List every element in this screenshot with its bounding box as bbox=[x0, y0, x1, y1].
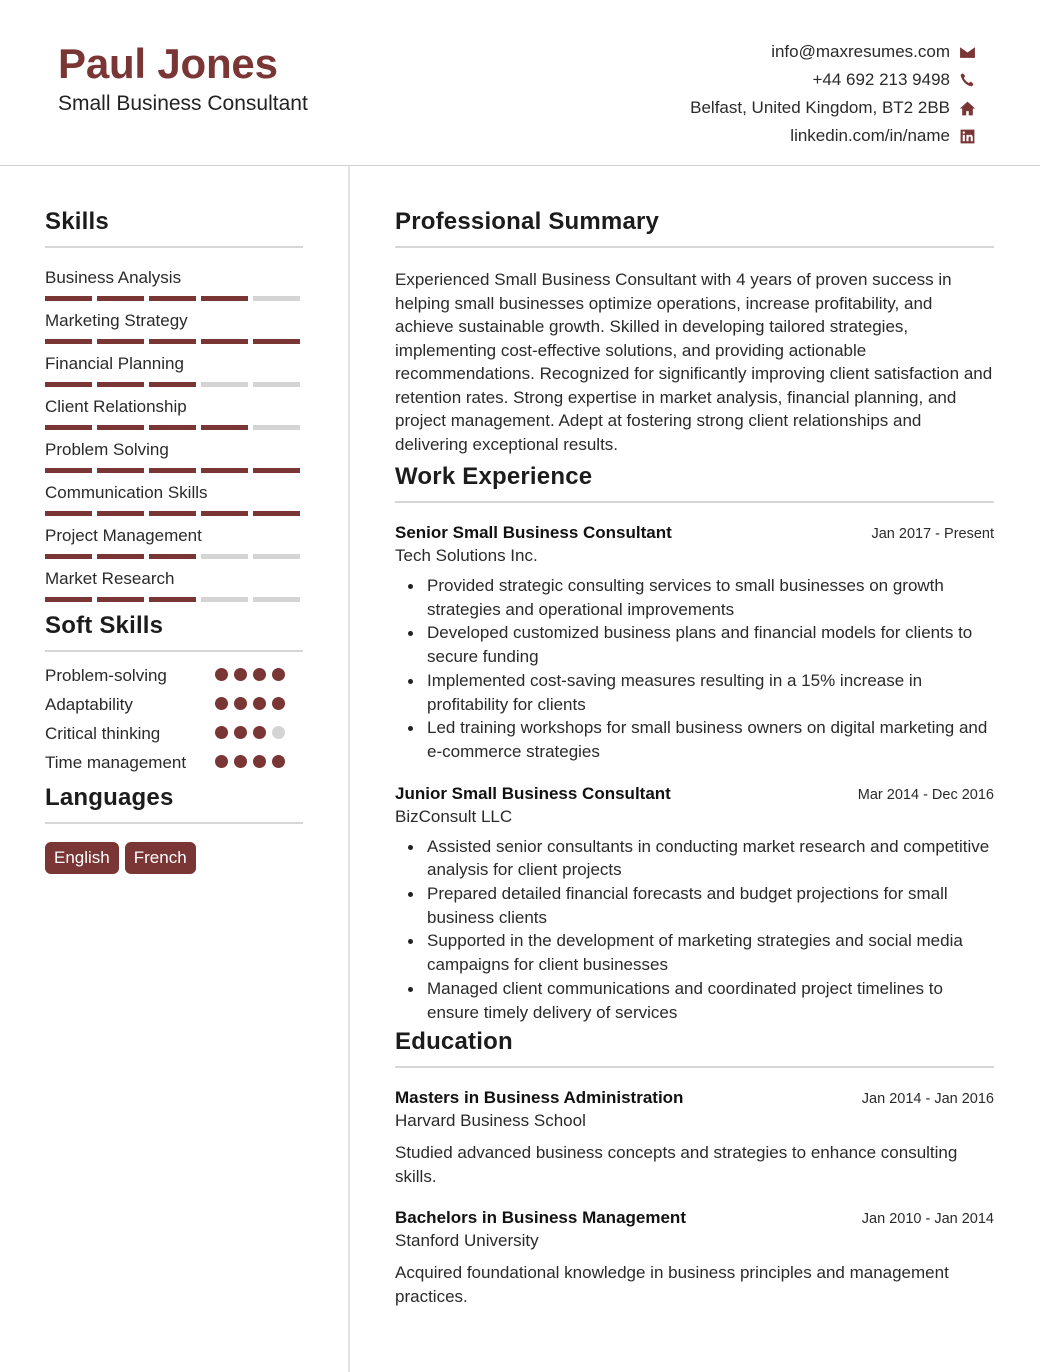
job-entry bbox=[395, 523, 994, 764]
contact-address-text: Belfast, United Kingdom, BT2 2BB bbox=[690, 98, 950, 117]
skill-item bbox=[45, 267, 303, 301]
rating-dot bbox=[215, 755, 228, 768]
soft-skills-heading: Soft Skills bbox=[45, 612, 303, 652]
skill-name: Problem Solving bbox=[45, 440, 169, 459]
job-bullet: Managed client communications and coordinated project timelines to ensure timely delivery of services bbox=[427, 977, 994, 1024]
skill-level-segment bbox=[253, 597, 300, 602]
soft-skill-item bbox=[45, 751, 303, 774]
skill-level-segment bbox=[253, 296, 300, 301]
skill-level-segment bbox=[201, 296, 248, 301]
left-column bbox=[45, 208, 303, 874]
home-icon bbox=[958, 99, 976, 117]
education-header bbox=[395, 1208, 994, 1228]
job-company: Tech Solutions Inc. bbox=[395, 546, 538, 565]
skill-level-segment bbox=[45, 597, 92, 602]
experience-list bbox=[395, 523, 994, 1024]
column-divider bbox=[348, 166, 350, 1372]
soft-skill-item bbox=[45, 722, 303, 745]
degree-name: Masters in Business Administration bbox=[395, 1088, 684, 1108]
rating-dot bbox=[272, 668, 285, 681]
skill-level-segment bbox=[149, 425, 196, 430]
job-bullet: Supported in the development of marketing strategies and social media campaigns for client businesses bbox=[427, 929, 994, 976]
rating-dot bbox=[253, 726, 266, 739]
education-header bbox=[395, 1088, 994, 1108]
education-entry bbox=[395, 1208, 994, 1308]
contact-email-text: info@maxresumes.com bbox=[771, 42, 950, 61]
skills-heading: Skills bbox=[45, 208, 303, 248]
skill-item bbox=[45, 482, 303, 516]
job-header bbox=[395, 784, 994, 804]
job-bullet: Developed customized business plans and financial models for clients to secure funding bbox=[427, 621, 994, 668]
skill-name: Business Analysis bbox=[45, 268, 182, 287]
skill-level-segment bbox=[253, 554, 300, 559]
job-title: Junior Small Business Consultant bbox=[395, 783, 671, 803]
education-dates: Jan 2010 - Jan 2014 bbox=[861, 1211, 994, 1228]
contact-phone[interactable] bbox=[690, 66, 976, 94]
contact-address bbox=[690, 94, 976, 122]
right-column bbox=[395, 208, 994, 1308]
soft-skills-list bbox=[45, 664, 303, 774]
skill-item bbox=[45, 353, 303, 387]
skill-name: Market Research bbox=[45, 569, 175, 588]
skill-level-segment bbox=[253, 382, 300, 387]
skill-level-segment bbox=[45, 296, 92, 301]
skill-item bbox=[45, 525, 303, 559]
rating-dot bbox=[253, 755, 266, 768]
skill-level-segment bbox=[149, 296, 196, 301]
soft-skill-rating bbox=[215, 693, 285, 710]
degree-name: Bachelors in Business Management bbox=[395, 1208, 686, 1228]
rating-dot bbox=[234, 697, 247, 710]
skill-level-segment bbox=[97, 554, 144, 559]
contact-email[interactable] bbox=[690, 38, 976, 66]
education-list bbox=[395, 1088, 994, 1308]
rating-dot bbox=[234, 668, 247, 681]
job-bullet: Led training workshops for small business owners on digital marketing and e-commerce strategies bbox=[427, 716, 994, 763]
skill-level-bar bbox=[45, 554, 303, 559]
job-header bbox=[395, 523, 994, 543]
rating-dot bbox=[234, 755, 247, 768]
summary-heading: Professional Summary bbox=[395, 208, 994, 248]
rating-dot bbox=[272, 755, 285, 768]
skill-level-segment bbox=[201, 382, 248, 387]
skill-level-segment bbox=[45, 554, 92, 559]
skills-list bbox=[45, 267, 303, 602]
envelope-icon bbox=[958, 43, 976, 61]
skill-level-segment bbox=[253, 339, 300, 344]
education-description: Acquired foundational knowledge in business principles and management practices. bbox=[395, 1263, 949, 1306]
skill-level-bar bbox=[45, 511, 303, 516]
skill-level-segment bbox=[45, 511, 92, 516]
job-bullets bbox=[395, 835, 994, 1025]
skill-level-segment bbox=[201, 597, 248, 602]
contact-list bbox=[690, 38, 976, 150]
skill-level-segment bbox=[201, 511, 248, 516]
rating-dot bbox=[253, 668, 266, 681]
job-company: BizConsult LLC bbox=[395, 806, 513, 826]
skill-level-segment bbox=[201, 339, 248, 344]
job-entry bbox=[395, 784, 994, 1025]
skill-level-segment bbox=[97, 296, 144, 301]
skill-level-bar bbox=[45, 382, 303, 387]
education-description: Studied advanced business concepts and strategies to enhance consulting skills. bbox=[395, 1143, 958, 1186]
education-entry bbox=[395, 1088, 994, 1188]
skill-level-segment bbox=[201, 425, 248, 430]
skill-level-segment bbox=[149, 339, 196, 344]
language-badge: English bbox=[45, 842, 119, 874]
skill-level-segment bbox=[97, 468, 144, 473]
skill-name: Communication Skills bbox=[45, 483, 208, 502]
skill-level-bar bbox=[45, 339, 303, 344]
job-bullet: Provided strategic consulting services to small businesses on growth strategies and operational improvements bbox=[427, 574, 994, 621]
skill-level-bar bbox=[45, 468, 303, 473]
school-name: Harvard Business School bbox=[395, 1111, 586, 1131]
skill-level-segment bbox=[97, 511, 144, 516]
soft-skill-name: Adaptability bbox=[45, 695, 133, 714]
rating-dot bbox=[272, 697, 285, 710]
job-bullet: Assisted senior consultants in conducting market research and competitive analysis for client projects bbox=[427, 835, 994, 882]
experience-heading: Work Experience bbox=[395, 463, 994, 503]
skill-level-segment bbox=[201, 554, 248, 559]
resume-header bbox=[0, 0, 1040, 166]
skill-level-segment bbox=[97, 382, 144, 387]
skill-level-segment bbox=[97, 339, 144, 344]
soft-skill-name: Critical thinking bbox=[45, 724, 161, 743]
skill-level-segment bbox=[149, 597, 196, 602]
languages-heading: Languages bbox=[45, 784, 303, 824]
skill-level-bar bbox=[45, 425, 303, 430]
skill-name: Financial Planning bbox=[45, 354, 184, 373]
linkedin-icon bbox=[958, 127, 976, 145]
language-badge: French bbox=[125, 842, 196, 874]
skill-name: Project Management bbox=[45, 526, 202, 545]
skill-level-segment bbox=[149, 554, 196, 559]
school-name: Stanford University bbox=[395, 1231, 539, 1251]
skill-level-bar bbox=[45, 296, 303, 301]
skill-level-segment bbox=[149, 468, 196, 473]
contact-phone-text: +44 692 213 9498 bbox=[812, 70, 950, 89]
skill-level-segment bbox=[45, 339, 92, 344]
skill-level-segment bbox=[149, 382, 196, 387]
rating-dot bbox=[234, 726, 247, 739]
languages-list bbox=[45, 842, 303, 874]
summary-text: Experienced Small Business Consultant with 4 years of proven success in helping small businesses optimize operations, increase profitability, and achieve sustainable growth. Skilled in developing tailored strategies, implementing cost-effective solutions, and providing actionable recommendations. Recognized for significantly improving client satisfaction and retention rates. Strong expertise in market analysis, financial planning, and project management. Adept at fostering strong client relationships and delivering exceptional results. bbox=[395, 270, 993, 454]
soft-skill-rating bbox=[215, 664, 285, 681]
education-heading: Education bbox=[395, 1028, 994, 1068]
rating-dot bbox=[253, 697, 266, 710]
soft-skill-item bbox=[45, 693, 303, 716]
rating-dot bbox=[215, 697, 228, 710]
skill-level-segment bbox=[201, 468, 248, 473]
soft-skill-rating bbox=[215, 722, 285, 739]
education-dates: Jan 2014 - Jan 2016 bbox=[861, 1091, 994, 1108]
skill-item bbox=[45, 568, 303, 602]
skill-level-segment bbox=[97, 597, 144, 602]
phone-icon bbox=[958, 71, 976, 89]
skill-level-segment bbox=[45, 425, 92, 430]
job-bullet: Implemented cost-saving measures resulting in a 15% increase in profitability for clients bbox=[427, 669, 994, 716]
skill-level-segment bbox=[45, 468, 92, 473]
skill-level-segment bbox=[97, 425, 144, 430]
skill-item bbox=[45, 439, 303, 473]
rating-dot bbox=[272, 726, 285, 739]
soft-skill-rating bbox=[215, 751, 285, 768]
skill-level-segment bbox=[253, 511, 300, 516]
skill-item bbox=[45, 310, 303, 344]
job-dates: Mar 2014 - Dec 2016 bbox=[857, 786, 994, 803]
skill-level-bar bbox=[45, 597, 303, 602]
skill-name: Marketing Strategy bbox=[45, 311, 188, 330]
candidate-title: Small Business Consultant bbox=[58, 92, 308, 115]
skill-item bbox=[45, 396, 303, 430]
skill-level-segment bbox=[45, 382, 92, 387]
rating-dot bbox=[215, 726, 228, 739]
soft-skill-name: Time management bbox=[45, 753, 187, 772]
skill-level-segment bbox=[253, 468, 300, 473]
rating-dot bbox=[215, 668, 228, 681]
soft-skill-name: Problem-solving bbox=[45, 666, 167, 685]
job-dates: Jan 2017 - Present bbox=[871, 526, 994, 542]
job-bullet: Prepared detailed financial forecasts and budget projections for small business clients bbox=[427, 882, 994, 929]
contact-linkedin-text: linkedin.com/in/name bbox=[790, 126, 950, 145]
job-bullets bbox=[395, 574, 994, 764]
skill-level-segment bbox=[253, 425, 300, 430]
skill-name: Client Relationship bbox=[45, 397, 187, 416]
candidate-name: Paul Jones bbox=[58, 40, 278, 87]
contact-linkedin[interactable] bbox=[690, 122, 976, 150]
soft-skill-item bbox=[45, 664, 303, 687]
job-title: Senior Small Business Consultant bbox=[395, 523, 672, 542]
skill-level-segment bbox=[149, 511, 196, 516]
